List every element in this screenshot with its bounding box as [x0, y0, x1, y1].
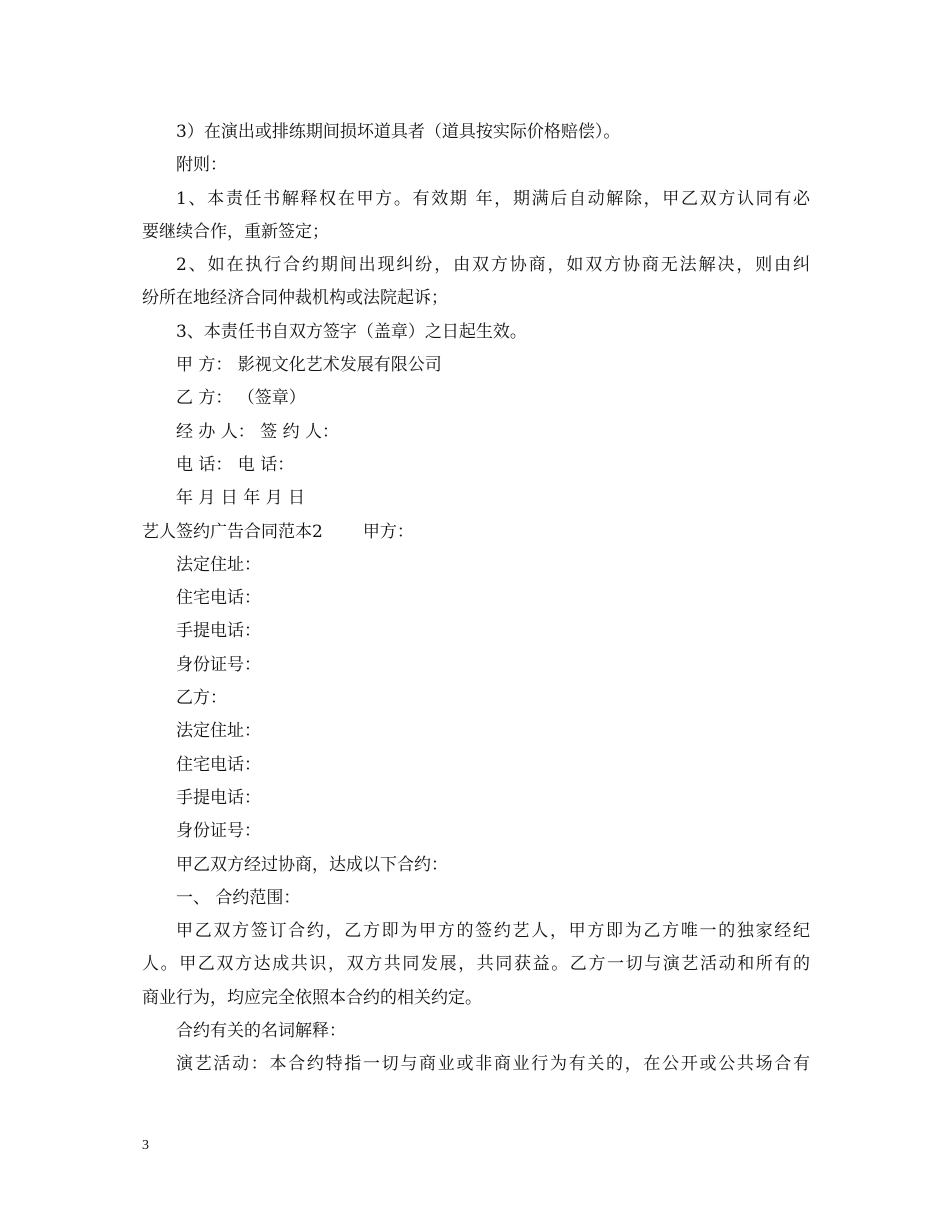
text-line: 1、本责任书解释权在甲方。有效期 年，期满后自动解除，甲乙双方认同有必 [176, 188, 810, 209]
party-b-label: 乙方： [176, 688, 227, 709]
text-line: 人。甲乙双方达成共识，双方共同发展，共同获益。乙方一切与演艺活动和所有的 [142, 954, 810, 975]
text-line: 2、如在执行合约期间出现纠纷，由双方协商，如双方协商无法解决，则由纠 [176, 255, 810, 276]
clause-heading: 一、 合约范围： [176, 887, 301, 908]
text-line: 甲乙双方签订合约，乙方即为甲方的签约艺人，甲方即为乙方唯一的独家经纪 [176, 921, 810, 942]
text-line: 商业行为，均应完全依照本合约的相关约定。 [142, 987, 482, 1008]
form-field-line: 法定住址： [176, 721, 261, 742]
form-field-line: 住宅电话： [176, 754, 261, 775]
text-line: 甲乙双方经过协商，达成以下合约： [176, 854, 448, 875]
document-body [142, 116, 810, 1082]
section-heading-line [142, 516, 810, 549]
date-line: 年 月 日 年 月 日 [176, 488, 306, 509]
signature-line: 甲 方： 影视文化艺术发展有限公司 [176, 355, 442, 376]
signature-line: 电 话： 电 话： [176, 454, 295, 475]
signature-line: 乙 方： （签章） [176, 388, 306, 409]
form-field-line: 手提电话： [176, 621, 261, 642]
text-line: 演艺活动：本合约特指一切与商业或非商业行为有关的，在公开或公共场合有 [176, 1054, 810, 1075]
text-line: 附则： [176, 155, 227, 176]
form-field-line: 法定住址： [176, 554, 261, 575]
text-line: 3、本责任书自双方签字（盖章）之日起生效。 [176, 321, 527, 342]
text-line: 要继续合作，重新签定； [142, 221, 329, 242]
form-field-line: 身份证号： [176, 821, 261, 842]
form-field-line: 住宅电话： [176, 588, 261, 609]
form-field-line: 手提电话： [176, 787, 261, 808]
party-a-label: 甲方： [362, 521, 414, 542]
text-line: 合约有关的名词解释： [176, 1021, 346, 1042]
text-line: 纷所在地经济合同仲裁机构或法院起诉； [142, 288, 448, 309]
text-line: 3）在演出或排练期间损坏道具者（道具按实际价格赔偿）。 [176, 122, 621, 142]
section-title: 艺人签约广告合同范本2 [142, 521, 323, 542]
form-field-line: 身份证号： [176, 654, 261, 675]
signature-line: 经 办 人： 签 约 人： [176, 421, 340, 442]
page-number: 3 [142, 1138, 149, 1153]
